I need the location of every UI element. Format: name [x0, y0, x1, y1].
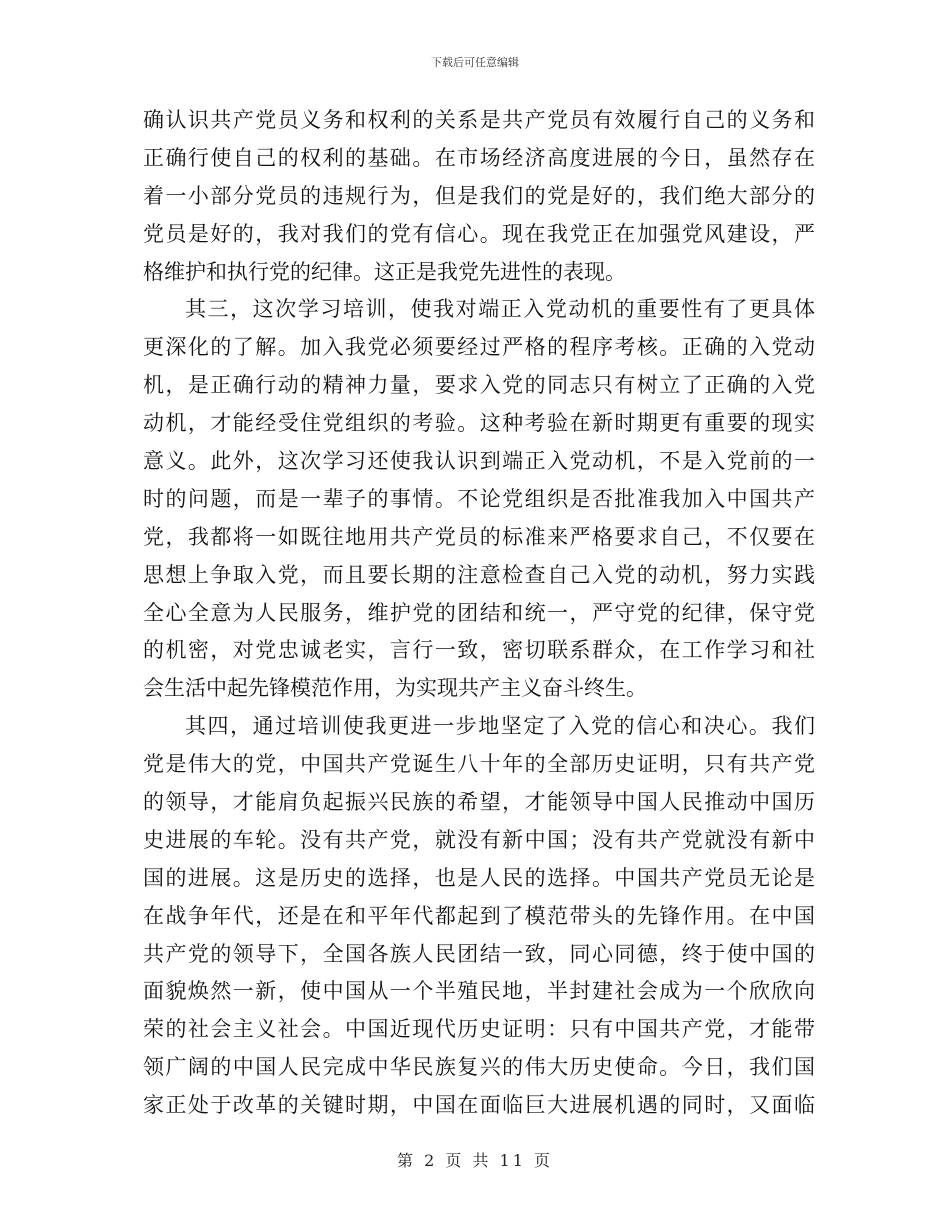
- paragraph-start-line: 其三，这次学习培训，使我对端正入党动机的重要性有了更具体: [185, 297, 815, 322]
- text-line: 荣的社会主义社会。中国近现代历史证明：只有中国共产党，才能带: [143, 1017, 815, 1042]
- text-line: 时的问题，而是一辈子的事情。不论党组织是否批准我加入中国共产: [143, 486, 815, 511]
- text-line: 史进展的车轮。没有共产党，就没有新中国；没有共产党就没有新中: [143, 827, 815, 852]
- text-line: 意义。此外，这次学习还使我认识到端正入党动机，不是入党前的一: [143, 449, 815, 474]
- text-line: 党，我都将一如既往地用共产党员的标准来严格要求自己，不仅要在: [143, 524, 815, 549]
- text-line: 面貌焕然一新，使中国从一个半殖民地，半封建社会成为一个欣欣向: [143, 979, 815, 1004]
- text-line: 确认识共产党员义务和权利的关系是共产党员有效履行自己的义务和: [143, 108, 815, 132]
- text-line: 国的进展。这是历史的选择，也是人民的选择。中国共产党员无论是: [143, 865, 815, 890]
- text-line: 在战争年代，还是在和平年代都起到了模范带头的先锋作用。在中国: [143, 903, 815, 928]
- text-line: 的领导，才能肩负起振兴民族的希望，才能领导中国人民推动中国历: [143, 790, 815, 815]
- text-line: 的机密，对党忠诚老实，言行一致，密切联系群众，在工作学习和社: [143, 638, 815, 663]
- text-line: 党员是好的，我对我们的党有信心。现在我党正在加强党风建设，严: [143, 221, 815, 246]
- text-line: 着一小部分党员的违规行为，但是我们的党是好的，我们绝大部分的: [143, 183, 815, 208]
- text-line: 更深化的了解。加入我党必须要经过严格的程序考核。正确的入党动: [143, 335, 815, 360]
- text-line: 共产党的领导下，全国各族人民团结一致，同心同德，终于使中国的: [143, 941, 815, 966]
- body-text: [143, 102, 815, 1125]
- text-line: 全心全意为人民服务，维护党的团结和统一，严守党的纪律，保守党: [143, 600, 815, 625]
- text-line: 党是伟大的党，中国共产党诞生八十年的全部历史证明，只有共产党: [143, 752, 815, 777]
- text-line: 家正处于改革的关键时期，中国在面临巨大进展机遇的同时，又面临: [143, 1093, 815, 1118]
- text-line: 机，是正确行动的精神力量，要求入党的同志只有树立了正确的入党: [143, 373, 815, 398]
- text-line: 领广阔的中国人民完成中华民族复兴的伟大历史使命。今日，我们国: [143, 1055, 815, 1080]
- text-line: 格维护和执行党的纪律。这正是我党先进性的表现。: [143, 259, 626, 284]
- text-line: 会生活中起先锋模范作用，为实现共产主义奋斗终生。: [143, 676, 647, 701]
- text-line: 正确行使自己的权利的基础。在市场经济高度进展的今日，虽然存在: [143, 145, 815, 170]
- text-line: 思想上争取入党，而且要长期的注意检查自己入党的动机，努力实践: [143, 562, 815, 587]
- paragraph-start-line: 其四，通过培训使我更进一步地坚定了入党的信心和决心。我们: [185, 714, 815, 739]
- page-number-footer: 第 2 页 共 11 页: [397, 1151, 553, 1170]
- page-header: 下载后可任意编辑: [431, 56, 519, 69]
- text-line: 动机，才能经受住党组织的考验。这种考验在新时期更有重要的现实: [143, 411, 815, 436]
